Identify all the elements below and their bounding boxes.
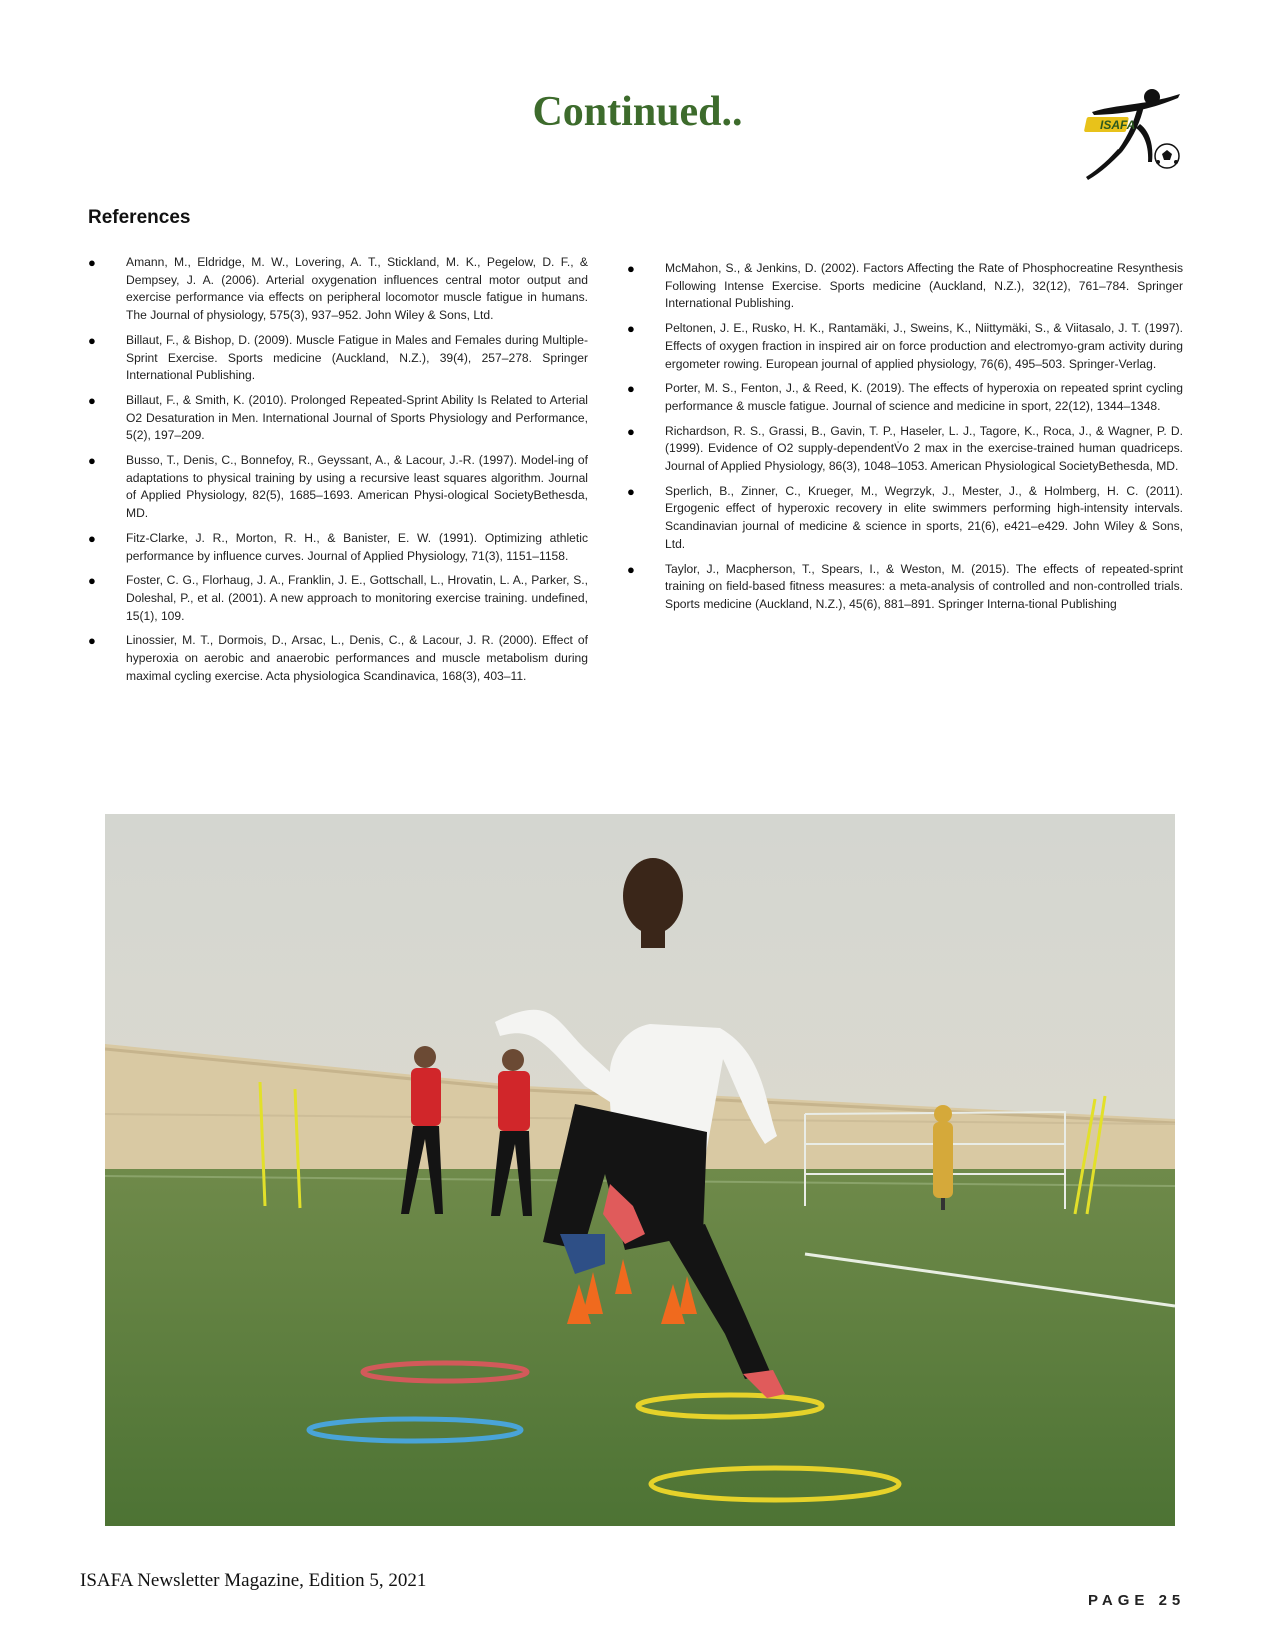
reference-text: Porter, M. S., Fenton, J., & Reed, K. (2019). The effects of hyperoxia on repeated sprint cycling performance & muscle fatigue. Journal of science and medicine in sport, 22(12), 1344–1348. [665, 381, 1183, 413]
reference-text: Busso, T., Denis, C., Bonnefoy, R., Geyssant, A., & Lacour, J.-R. (1997). Model-ing of adaptations to physical training by using a recursive least squares algorithm. Journal of Applied Physiology, 82(5), 1685–1693. American Physi-ological SocietyBethesda, MD. [126, 453, 588, 521]
reference-item [627, 483, 1183, 554]
bullet-icon: ● [88, 573, 96, 589]
page-title: Continued.. [532, 89, 743, 135]
reference-item [627, 561, 1183, 614]
reference-text: Amann, M., Eldridge, M. W., Lovering, A. T., Stickland, M. K., Pegelow, D. F., & Dempsey, J. A. (2006). Arterial oxygenation influences central motor output and exercise performance via effects on peripheral locomotor muscle fatigue in humans. The Journal of physiology, 575(3), 937–952. John Wiley & Sons, Ltd. [126, 255, 588, 323]
bullet-icon: ● [627, 381, 635, 397]
reference-text: Linossier, M. T., Dormois, D., Arsac, L., Denis, C., & Lacour, J. R. (2000). Effect of hyperoxia on aerobic and anaerobic performances and muscle metabolism during maximal cycling exercise. Acta physiologica Scandinavica, 168(3), 403–11. [126, 633, 588, 683]
reference-item [627, 320, 1183, 373]
page-number: PAGE 25 [1088, 1592, 1186, 1609]
references-list-left [88, 254, 588, 692]
reference-text: Billaut, F., & Bishop, D. (2009). Muscle Fatigue in Males and Females during Multiple-Sprint Exercise. Sports medicine (Auckland, N.Z.), 39(4), 257–278. Springer International Publishing. [126, 332, 588, 383]
reference-item [88, 632, 588, 685]
bullet-icon: ● [88, 453, 96, 469]
references-list-right [627, 260, 1183, 621]
bullet-icon: ● [627, 261, 635, 276]
bullet-icon: ● [88, 332, 96, 348]
bullet-icon: ● [88, 255, 96, 270]
reference-text: Sperlich, B., Zinner, C., Krueger, M., Wegrzyk, J., Mester, J., & Holmberg, H. C. (2011). Ergogenic effect of hyperoxic recovery in elite swimmers performing high-intensity intervals. Scandinavian journal of medicine & science in sports, 21(6), e421–e429. John Wiley & Sons, Ltd. [665, 483, 1183, 551]
reference-item [627, 380, 1183, 415]
reference-item [88, 452, 588, 523]
soccer-player-logo-icon [1082, 84, 1184, 186]
isafa-logo [1082, 84, 1184, 186]
bullet-icon: ● [627, 483, 635, 499]
reference-text: Fitz-Clarke, J. R., Morton, R. H., & Banister, E. W. (1991). Optimizing athletic performance by influence curves. Journal of Applied Physiology, 71(3), 1151–1158. [126, 530, 588, 563]
reference-text: Peltonen, J. E., Rusko, H. K., Rantamäki, J., Sweins, K., Niittymäki, S., & Viitasalo, J. T. (1997). Effects of oxygen fraction in inspired air on force production and electromyo-gram activity during ergometer rowing. European journal of applied physiology, 76(6), 495–503. Springer-Verlag. [665, 321, 1183, 371]
reference-item [88, 572, 588, 625]
reference-text: Foster, C. G., Florhaug, J. A., Franklin, J. E., Gottschall, L., Hrovatin, L. A., Parker, S., Doleshal, P., et al. (2001). A new approach to monitoring exercise training. undefined, 15(1), 109. [126, 573, 588, 623]
reference-text: McMahon, S., & Jenkins, D. (2002). Factors Affecting the Rate of Phosphocreatine Resynthesis Following Intense Exercise. Sports medicine (Auckland, N.Z.), 32(12), 761–784. Springer International Publishing. [665, 261, 1183, 311]
reference-item [88, 392, 588, 445]
bullet-icon: ● [627, 321, 635, 337]
footer-magazine: ISAFA Newsletter Magazine, Edition 5, 2021 [80, 1570, 427, 1591]
bullet-icon: ● [627, 423, 635, 439]
reference-text: Richardson, R. S., Grassi, B., Gavin, T. P., Haseler, L. J., Tagore, K., Roca, J., & Wagner, P. D. (1999). Evidence of O2 supply-dependentV̇o 2 max in the exercise-trained human quadriceps. Journal of Applied Physiology, 86(3), 1048–1053. American Physiological SocietyBethesda, MD. [665, 423, 1183, 474]
reference-text: Taylor, J., Macpherson, T., Spears, I., & Weston, M. (2015). The effects of repeated-sprint training on field-based fitness measures: a meta-analysis of controlled and non-controlled trials. Sports medicine (Auckland, N.Z.), 45(6), 881–891. Springer Interna-tional Publishing [665, 561, 1183, 611]
bullet-icon: ● [627, 561, 635, 577]
agility-training-photo [105, 814, 1175, 1526]
reference-item [627, 423, 1183, 476]
references-heading: References [88, 207, 191, 228]
bullet-icon: ● [88, 633, 96, 649]
logo-text: ISAFA [1100, 118, 1136, 132]
reference-item [88, 254, 588, 325]
reference-item [627, 260, 1183, 313]
reference-item [88, 332, 588, 385]
reference-text: Billaut, F., & Smith, K. (2010). Prolonged Repeated-Sprint Ability Is Related to Arterial O2 Desaturation in Men. International Journal of Sports Physiology and Performance, 5(2), 197–209. [126, 392, 588, 443]
bullet-icon: ● [88, 392, 96, 408]
reference-item [88, 530, 588, 565]
training-photo [105, 814, 1175, 1526]
bullet-icon: ● [88, 530, 96, 546]
